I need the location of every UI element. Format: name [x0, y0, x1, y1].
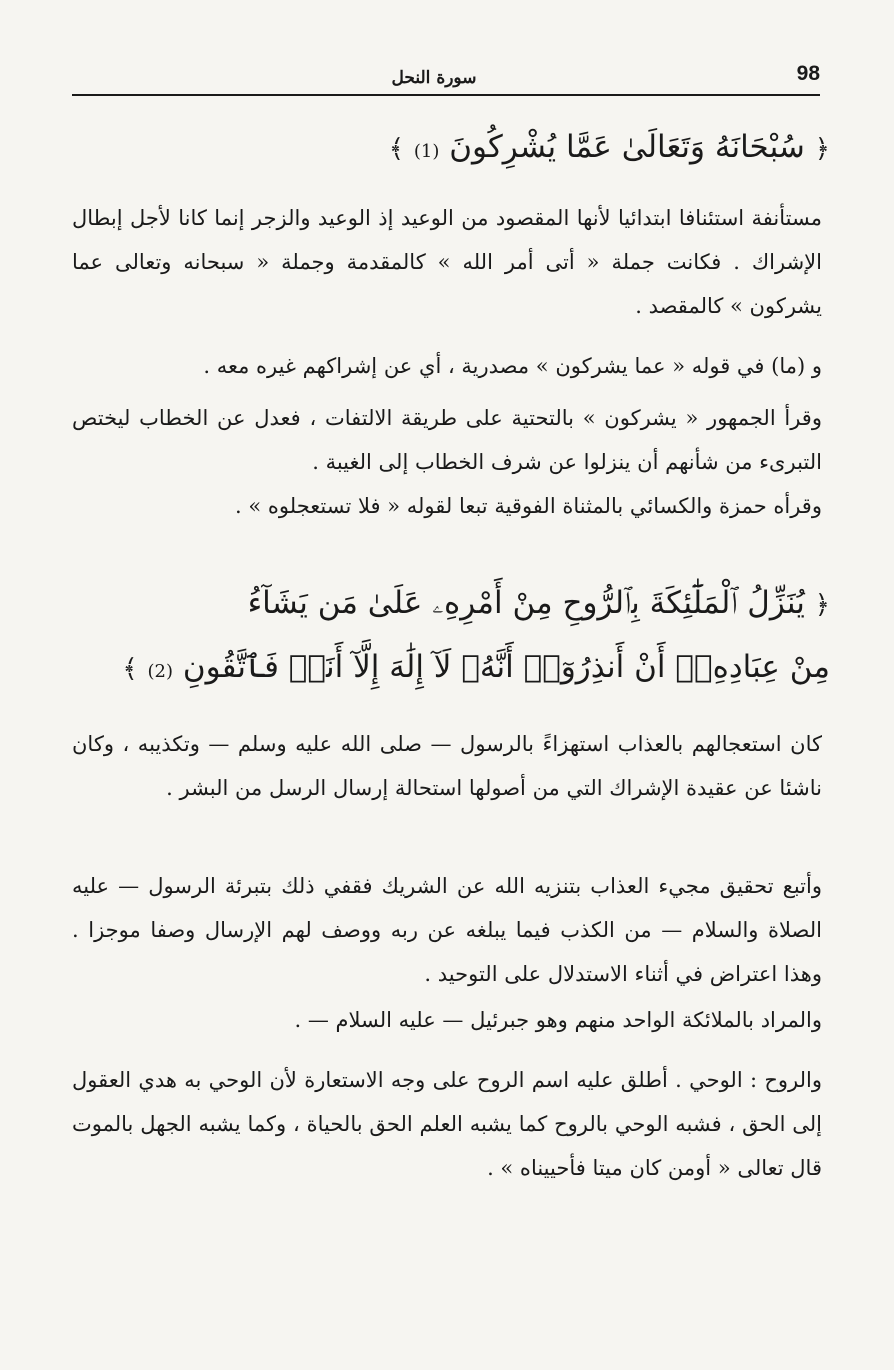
paragraph: والمراد بالملائكة الواحد منهم وهو جبرئيل — عليه السلام — . [294, 1008, 822, 1032]
verse-2-line-1-text: يُنَزِّلُ ٱلْمَلَٰٓئِكَةَ بِٱلرُّوحِ مِنْ أَمْرِهِۦ عَلَىٰ مَن يَشَآءُ [247, 585, 805, 621]
header-rule [72, 94, 820, 96]
verse-2-number: (2) [147, 661, 174, 682]
ornate-bracket-open: ﴿ [814, 590, 830, 620]
paragraph: كان استعجالهم بالعذاب استهزاءً بالرسول — صلى الله عليه وسلم — وتكذيبه ، وكان ناشئا عن عقيدة الإشراك التي من أصولها استحالة إرسال الرسل من البشر . [72, 732, 822, 800]
verse-1-text: سُبْحَانَهُ وَتَعَالَىٰ عَمَّا يُشْرِكُونَ [449, 129, 805, 165]
page-number: 98 [796, 62, 820, 85]
paragraph: والروح : الوحي . أطلق عليه اسم الروح على وجه الاستعارة لأن الوحي به هدي العقول إلى الحق ، فشبه الوحي بالروح كما يشبه العلم الحق بالحياة ، وكما يشبه الجهل بالموت قال تعالى « أومن كان ميتا فأحييناه » . [72, 1068, 822, 1180]
paragraph: مستأنفة استئنافا ابتدائيا لأنها المقصود من الوعيد إذ الوعيد والزجر إنما كانا لأجل إبطال الإشراك . فكانت جملة « أتى أمر الله » كالمقدمة وجملة « سبحانه وتعالى عما يشركون » كالمقصد . [72, 206, 822, 318]
verse-1-number: (1) [413, 141, 440, 162]
paragraph: وقرأه حمزة والكسائي بالمثناة الفوقية تبعا لقوله « فلا تستعجلوه » . [235, 494, 822, 518]
ornate-bracket-close: ﴾ [122, 654, 138, 684]
surah-title: سورة النحل [391, 68, 477, 88]
ornate-bracket-close: ﴾ [388, 134, 404, 164]
verse-2-line-2-text: مِنْ عِبَادِهِۦٓ أَنْ أَنذِرُوٓا۟ أَنَّهُۥ لَآ إِلَٰهَ إِلَّآ أَنَا۠ فَٱتَّقُونِ [182, 649, 830, 685]
verse-2-line-2 [60, 636, 830, 703]
ornate-bracket-open: ﴿ [814, 134, 830, 164]
verse-2 [60, 572, 830, 703]
page-header [72, 62, 820, 96]
paragraph: و (ما) في قوله « عما يشركون » مصدرية ، أي عن إشراكهم غيره معه . [203, 354, 822, 378]
verse-2-line-1 [60, 572, 830, 636]
paragraph: وقرأ الجمهور « يشركون » بالتحتية على طريقة الالتفات ، فعدل عن الخطاب ليختص التبرىء من شأنهم أن ينزلوا عن شرف الخطاب إلى الغيبة . [72, 406, 822, 474]
verse-1 [60, 116, 830, 183]
paragraph: وأتبع تحقيق مجيء العذاب بتنزيه الله عن الشريك فقفي ذلك بتبرئة الرسول — عليه الصلاة والسلام — من الكذب فيما يبلغه عن ربه ووصف لهم الإرسال وصفا موجزا . وهذا اعتراض في أثناء الاستدلال على التوحيد . [72, 874, 822, 986]
